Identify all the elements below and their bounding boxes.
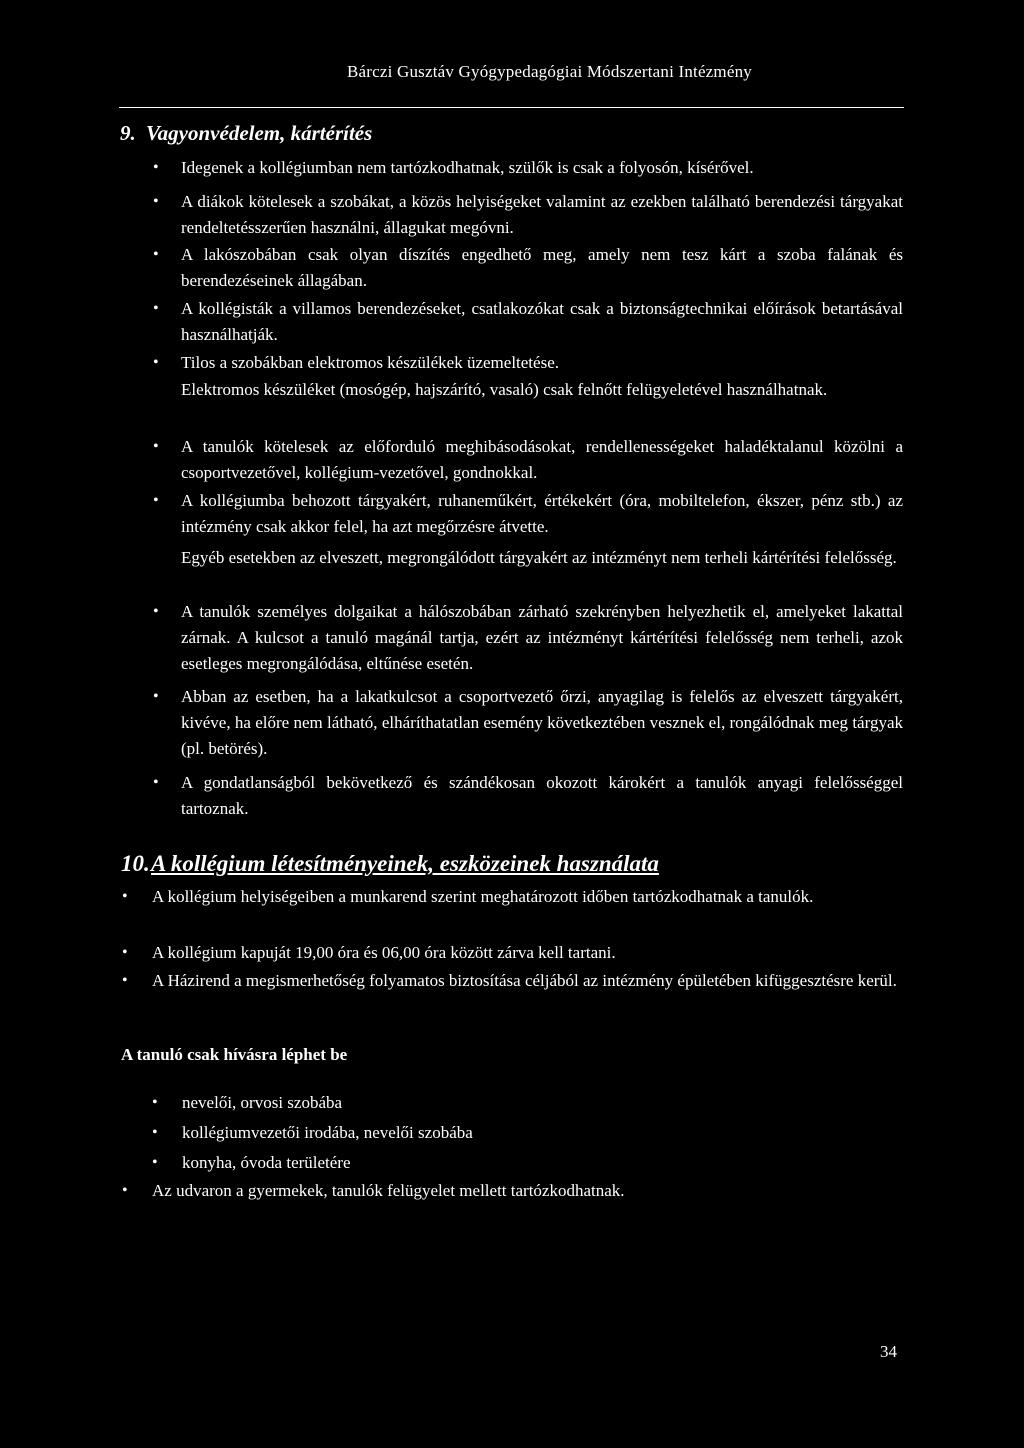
section-9-heading (120, 121, 372, 146)
section-10-heading (121, 851, 659, 877)
list-item: • A kollégisták a villamos berendezéseket, csatlakozókat csak a biztonságtechnikai előírások betartásával használhatják. (181, 296, 903, 348)
section-10-title: A kollégium létesítményeinek, eszközeinek használata (151, 851, 659, 876)
list-item: • A Házirend a megismerhetőség folyamatos biztosítása céljából az intézmény épületében kifüggesztésre kerül. (152, 968, 903, 994)
list-item: • A lakószobában csak olyan díszítés engedhető meg, amely nem tesz kárt a szoba falának és berendezéseinek állagában. (181, 242, 903, 294)
list-item: • A tanulók kötelesek az előforduló meghibásodásokat, rendellenességeket haladéktalanul közölni a csoportvezetővel, kollégium-vezetővel, gondnokkal. (181, 434, 903, 486)
section-9-number: 9. (120, 121, 136, 145)
list-item: • A kollégium helyiségeiben a munkarend szerint meghatározott időben tartózkodhatnak a tanulók. (152, 884, 903, 910)
call-heading: A tanuló csak hívásra léphet be (121, 1045, 348, 1064)
page-number: 34 (880, 1342, 897, 1361)
list-item: • konyha, óvoda területére (182, 1150, 882, 1176)
list-item: • kollégiumvezetői irodába, nevelői szobába (182, 1120, 882, 1146)
paragraph: Egyéb esetekben az elveszett, megrongálódott tárgyakért az intézményt nem terheli kártérítési felelősség. (181, 548, 897, 567)
list-item: • A tanulók személyes dolgaikat a hálószobában zárható szekrényben helyezhetik el, amelyeket lakattal zárnak. A kulcsot a tanuló magánál tartja, ezért az intézményt kártérítési felelősség nem terheli, azok esetleges megrongálódása, eltűnése esetén. (181, 599, 903, 677)
paragraph: Elektromos készüléket (mosógép, hajszárító, vasaló) csak felnőtt felügyeletével használhatnak. (181, 380, 828, 399)
list-item: • nevelői, orvosi szobába (182, 1090, 882, 1116)
list-item: • A kollégiumba behozott tárgyakért, ruhaneműkért, értékekért (óra, mobiltelefon, ékszer, pénz stb.) az intézmény csak akkor felel, ha azt megőrzésre átvette. (181, 488, 903, 540)
list-item: • Idegenek a kollégiumban nem tartózkodhatnak, szülők is csak a folyosón, kísérővel. (181, 155, 903, 181)
list-item: • Abban az esetben, ha a lakatkulcsot a csoportvezető őrzi, anyagilag is felelős az elveszett tárgyakért, kivéve, ha előre nem látható, elháríthatatlan esemény következtében vesznek el, rongálódnak meg tárgyak (pl. betörés). (181, 684, 903, 762)
list-item: • A kollégium kapuját 19,00 óra és 06,00 óra között zárva kell tartani. (152, 940, 903, 966)
section-10-number: 10. (121, 851, 150, 876)
list-item: • Tilos a szobákban elektromos készülékek üzemeltetése. (181, 350, 903, 376)
list-item: • A gondatlanságból bekövetkező és szándékosan okozott károkért a tanulók anyagi felelősséggel tartoznak. (181, 770, 903, 822)
list-item: • A diákok kötelesek a szobákat, a közös helyiségeket valamint az ezekben található berendezési tárgyakat rendeltetésszerűen használni, állagukat megóvni. (181, 189, 903, 241)
list-item: • Az udvaron a gyermekek, tanulók felügyelet mellett tartózkodhatnak. (152, 1178, 903, 1204)
header-institution: Bárczi Gusztáv Gyógypedagógiai Módszertani Intézmény (346, 62, 752, 81)
section-9-title: Vagyonvédelem, kártérítés (146, 121, 373, 145)
header-divider (119, 107, 904, 108)
